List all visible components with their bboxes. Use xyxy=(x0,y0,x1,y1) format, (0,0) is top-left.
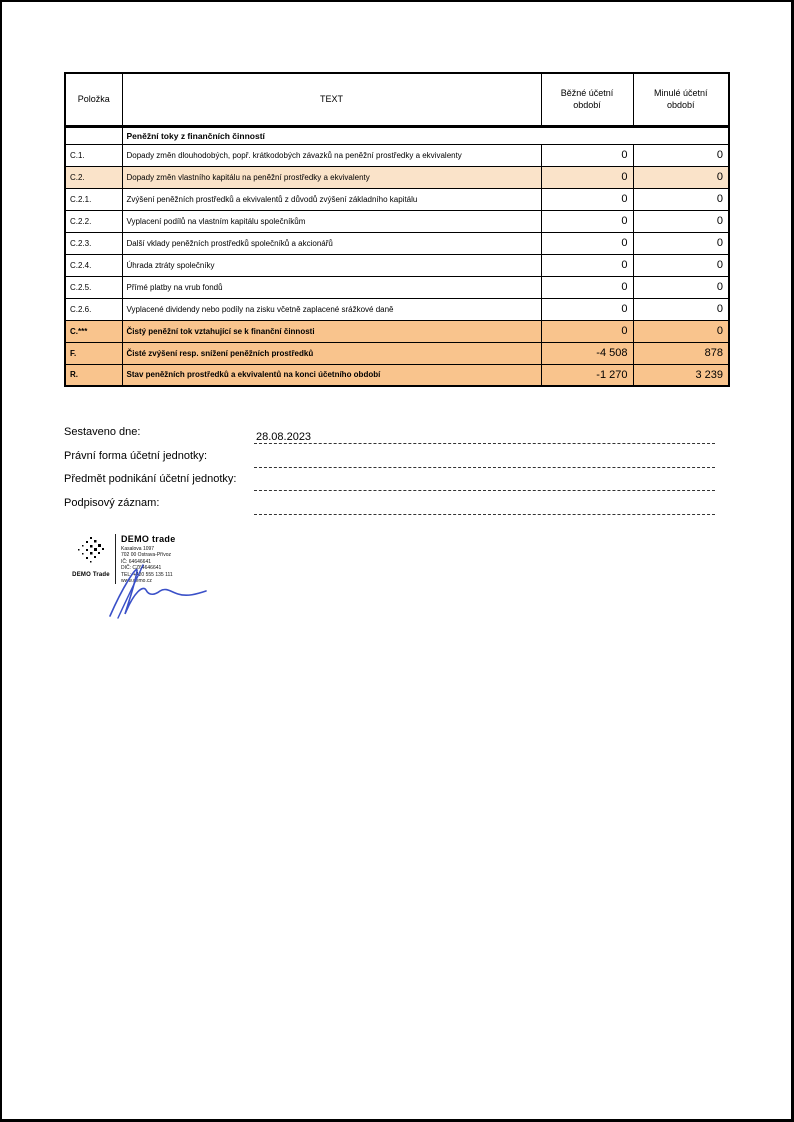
row-previous-value: 0 xyxy=(633,320,729,342)
field-row-business-activity xyxy=(64,472,716,496)
stamp-address-line: Kasalova 1097 xyxy=(121,546,155,552)
row-text: Stav peněžních prostředků a ekvivalentů na konci účetního období xyxy=(122,364,541,386)
row-text: Přímé platby na vrub fondů xyxy=(122,276,541,298)
table-row xyxy=(65,144,729,166)
field-row-compiled-date xyxy=(64,425,716,449)
field-label: Podpisový záznam: xyxy=(64,496,160,509)
row-current-value: 0 xyxy=(541,298,633,320)
row-text: Další vklady peněžních prostředků společníků a akcionářů xyxy=(122,232,541,254)
row-current-value: 0 xyxy=(541,166,633,188)
table-row xyxy=(65,232,729,254)
row-code: F. xyxy=(65,342,122,364)
stamp-address-line: www.demo.cz xyxy=(121,578,152,585)
field-row-signature-record xyxy=(64,496,716,520)
section-header-row xyxy=(65,126,729,144)
table-row xyxy=(65,166,729,188)
row-text: Vyplacené dividendy nebo podíly na zisku včetně zaplacené srážkové daně xyxy=(122,298,541,320)
row-previous-value: 0 xyxy=(633,254,729,276)
row-current-value: 0 xyxy=(541,232,633,254)
row-previous-value: 0 xyxy=(633,144,729,166)
row-text: Čistý peněžní tok vztahující se k finanční činnosti xyxy=(122,320,541,342)
row-previous-value: 0 xyxy=(633,232,729,254)
section-title: Peněžní toky z finančních činností xyxy=(122,126,729,144)
handwritten-signature xyxy=(102,560,222,622)
table-row xyxy=(65,298,729,320)
stamp-address-line: IČ: 64646641 xyxy=(121,558,152,565)
table-row xyxy=(65,364,729,386)
field-row-legal-form xyxy=(64,449,716,473)
row-code: C.2. xyxy=(65,166,122,188)
row-code: C.*** xyxy=(65,320,122,342)
row-text: Dopady změn dlouhodobých, popř. krátkodobých závazků na peněžní prostředky a ekvivalenty xyxy=(122,144,541,166)
table-row xyxy=(65,210,729,232)
row-current-value: 0 xyxy=(541,276,633,298)
row-previous-value: 0 xyxy=(633,210,729,232)
company-stamp xyxy=(64,532,264,622)
row-text: Úhrada ztráty společníky xyxy=(122,254,541,276)
row-text: Dopady změn vlastního kapitálu na peněžní prostředky a ekvivalenty xyxy=(122,166,541,188)
row-text: Vyplacení podílů na vlastním kapitálu společníkům xyxy=(122,210,541,232)
field-fill-line xyxy=(254,496,715,515)
row-text: Zvýšení peněžních prostředků a ekvivalentů z důvodů zvýšení základního kapitálu xyxy=(122,188,541,210)
row-code: C.2.1. xyxy=(65,188,122,210)
stamp-address-line: DIČ: CZ64646641 xyxy=(121,565,162,572)
field-label: Sestaveno dne: xyxy=(64,426,141,438)
row-text: Čisté zvýšení resp. snížení peněžních prostředků xyxy=(122,342,541,364)
row-current-value: -1 270 xyxy=(541,364,633,386)
compiled-date-value: 28.08.2023 xyxy=(256,431,312,443)
row-previous-value: 0 xyxy=(633,276,729,298)
row-current-value: -4 508 xyxy=(541,342,633,364)
row-code: C.1. xyxy=(65,144,122,166)
table-row xyxy=(65,188,729,210)
row-code: C.2.5. xyxy=(65,276,122,298)
field-label: Právní forma účetní jednotky: xyxy=(64,449,208,462)
row-code: R. xyxy=(65,364,122,386)
col-header-previous-period: Minulé účetní období xyxy=(633,73,729,126)
field-label: Předmět podnikání účetní jednotky: xyxy=(64,473,237,485)
row-previous-value: 0 xyxy=(633,166,729,188)
row-previous-value: 878 xyxy=(633,342,729,364)
row-code: C.2.6. xyxy=(65,298,122,320)
row-code: C.2.3. xyxy=(65,232,122,254)
table-row xyxy=(65,276,729,298)
row-previous-value: 0 xyxy=(633,188,729,210)
section-code-cell xyxy=(65,126,122,144)
footer-fields xyxy=(64,425,716,519)
col-header-text: TEXT xyxy=(122,73,541,126)
row-previous-value: 3 239 xyxy=(633,364,729,386)
cashflow-table xyxy=(64,72,730,387)
stamp-address-line: TEL: +420 555 135 111 xyxy=(121,571,173,578)
table-row xyxy=(65,254,729,276)
logo-caption: DEMO Trade xyxy=(72,572,110,578)
table-row xyxy=(65,320,729,342)
row-code: C.2.4. xyxy=(65,254,122,276)
row-previous-value: 0 xyxy=(633,298,729,320)
col-header-current-period: Běžné účetní období xyxy=(541,73,633,126)
row-current-value: 0 xyxy=(541,320,633,342)
row-current-value: 0 xyxy=(541,254,633,276)
stamp-address-line: 702 00 Ostrava-Přívoz xyxy=(121,552,172,559)
row-current-value: 0 xyxy=(541,144,633,166)
stamp-company-name: DEMO trade xyxy=(121,534,176,544)
col-header-item: Položka xyxy=(65,73,122,126)
field-fill-line xyxy=(254,425,715,444)
table-header-row xyxy=(65,73,729,126)
field-fill-line xyxy=(254,449,715,468)
row-current-value: 0 xyxy=(541,188,633,210)
table-row xyxy=(65,342,729,364)
field-fill-line xyxy=(254,472,715,491)
row-current-value: 0 xyxy=(541,210,633,232)
row-code: C.2.2. xyxy=(65,210,122,232)
